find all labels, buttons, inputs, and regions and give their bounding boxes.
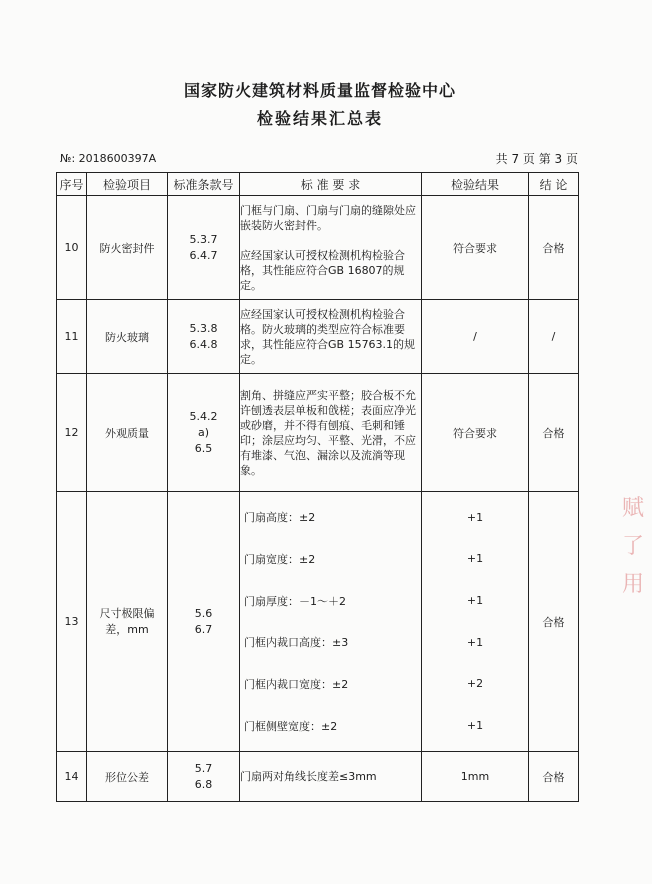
requirement-text: 门扇两对角线长度差≤3mm [240,770,377,783]
table-row [57,300,579,374]
row-result: 1mm [422,752,529,802]
dimension-results [422,497,528,747]
requirement-text: 应经国家认可授权检测机构检验合格。防火玻璃的类型应符合标准要求，其性能应符合GB 15763.1的规定。 [240,307,416,366]
col-header-requirement: 标 准 要 求 [240,173,422,196]
stamp-char: 了 [622,534,645,559]
row-requirement [240,196,422,300]
report-number-value: 2018600397A [78,152,157,165]
row-requirement [240,374,422,492]
row-item: 外观质量 [87,374,168,492]
row-item: 形位公差 [87,752,168,802]
dimension-req: 门扇厚度：－1～＋2 [244,594,346,608]
dimension-req: 门框侧壁宽度：±2 [244,719,338,733]
row-conclusion: 合格 [529,374,579,492]
report-number [60,152,156,165]
table-row [57,374,579,492]
row-clause [168,752,240,802]
clause-line: 6.5 [194,441,213,455]
clause-line: 5.3.7 [189,232,218,246]
col-header-item: 检验项目 [87,173,168,196]
row-no: 12 [57,374,87,492]
row-clause [168,374,240,492]
clause-line: 5.4.2 [189,409,218,423]
row-requirement [240,300,422,374]
requirement-text: 割角、拼缝应严实平整；胶合板不允许刨透表层单板和戗槎；表面应净光或砂磨，并不得有刨痕、毛刺和锤印；涂层应均匀、平整、光滑，不应有堆漆、气泡、漏涂以及流淌等现象。 [240,388,416,477]
table-header-row [57,173,579,196]
results-table [56,172,579,802]
dimension-req: 门扇高度：±2 [244,511,316,525]
dimension-result: +2 [466,677,484,691]
page-info: 共 7 页 第 3 页 [495,152,578,166]
dimension-result: +1 [466,594,484,608]
row-requirement [240,752,422,802]
dimension-requirements [240,497,421,747]
clause-line: 5.3.8 [189,321,218,335]
row-conclusion: 合格 [529,752,579,802]
dimension-req: 门框内裁口宽度：±2 [244,677,349,691]
clause-line: 5.7 [194,761,213,775]
row-item: 防火密封件 [87,196,168,300]
clause-line: 6.4.7 [189,248,218,262]
col-header-no: 序号 [57,173,87,196]
dimension-req: 门扇宽度：±2 [244,552,316,566]
col-header-result: 检验结果 [422,173,529,196]
row-conclusion: 合格 [529,492,579,752]
row-item: 尺寸极限偏差，mm [87,492,168,752]
document-title: 国家防火建筑材料质量监督检验中心 [183,81,456,100]
clause-line: 6.8 [194,777,213,791]
row-result: / [422,300,529,374]
dimension-req: 门框内裁口高度：±3 [244,636,349,650]
clause-line: a) [197,425,210,439]
clause-line: 6.7 [194,622,213,636]
report-number-label: №: [60,152,76,165]
row-clause [168,196,240,300]
row-item: 防火玻璃 [87,300,168,374]
row-clause [168,300,240,374]
dimension-result: +1 [466,510,484,524]
row-no: 14 [57,752,87,802]
clause-line: 5.6 [194,606,213,620]
stamp-char: 赋 [622,496,645,521]
stamp-char: 用 [622,572,645,597]
row-no: 10 [57,196,87,300]
dimension-result: +1 [466,635,484,649]
table-row [57,492,579,752]
table-row [57,752,579,802]
row-requirement [240,492,422,752]
row-no: 13 [57,492,87,752]
row-no: 11 [57,300,87,374]
row-result: 符合要求 [422,374,529,492]
clause-line: 6.4.8 [189,337,218,351]
document-subtitle: 检验结果汇总表 [256,109,383,128]
requirement-text: 应经国家认可授权检测机构检验合格，其性能应符合GB 16807的规定。 [240,248,405,292]
row-result [422,492,529,752]
seal-stamp-fragment [622,490,652,610]
col-header-clause: 标准条款号 [168,173,240,196]
col-header-conclusion: 结 论 [529,173,579,196]
requirement-text: 门框与门扇、门扇与门扇的缝隙处应嵌装防火密封件。 [240,203,416,232]
dimension-result: +1 [466,719,484,733]
table-row [57,196,579,300]
row-conclusion: 合格 [529,196,579,300]
row-clause [168,492,240,752]
row-result: 符合要求 [422,196,529,300]
dimension-result: +1 [466,552,484,566]
row-conclusion: / [529,300,579,374]
